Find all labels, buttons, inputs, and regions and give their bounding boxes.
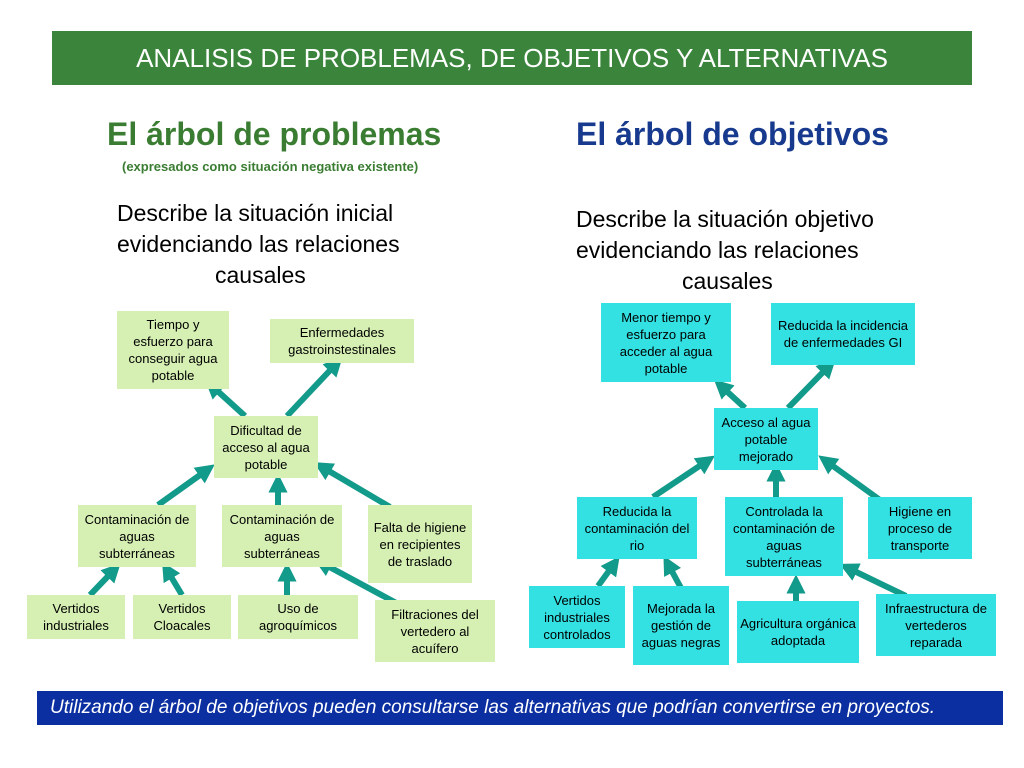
problem-box-vertidos-industriales: Vertidos industriales [27, 595, 125, 639]
arrow-vertidos-cloacales-to-contaminacion1 [167, 570, 182, 595]
problems-description-line-1: Describe la situación inicial [117, 200, 394, 226]
objectives-description-line-1: Describe la situación objetivo [576, 206, 874, 232]
problem-box-vertidos-cloacales: Vertidos Cloacales [133, 595, 231, 639]
problem-box-tiempo: Tiempo y esfuerzo para conseguir agua potable [117, 311, 229, 389]
objective-box-gestion: Mejorada la gestión de aguas negras [633, 586, 729, 665]
arrow-infraestructura-to-controlada [848, 568, 906, 596]
footer-banner [37, 691, 1003, 725]
arrow-dificultad-to-enfermedades [287, 364, 336, 416]
objective-box-agricultura: Agricultura orgánica adoptada [737, 601, 859, 663]
arrow-higiene-to-acceso [826, 461, 880, 500]
objectives-description-line-2: evidenciando las relaciones [576, 237, 859, 263]
problems-tree-title: El árbol de problemas [107, 116, 442, 152]
arrow-dificultad-to-tiempo [212, 386, 245, 416]
arrow-vertidos-controlados-to-reducida-contaminacion [598, 564, 614, 586]
problem-box-falta-higiene: Falta de higiene en recipientes de traslado [368, 505, 472, 583]
arrow-acceso-to-menor-tiempo [721, 386, 745, 408]
problem-box-agroquimicos: Uso de agroquímicos [238, 595, 358, 639]
arrow-acceso-to-reducida-incidencia [788, 366, 829, 408]
problems-tree-subtitle: (expresados como situación negativa existente) [122, 159, 419, 174]
footer-text: Utilizando el árbol de objetivos pueden consultarse las alternativas que podrían convertirse en proyectos. [50, 697, 936, 718]
arrow-falta-higiene-to-dificultad [322, 467, 390, 507]
objective-box-higiene: Higiene en proceso de transporte [868, 497, 972, 559]
objective-box-reducida-contaminacion: Reducida la contaminación del rio [577, 497, 697, 559]
problems-description-line-3: causales [215, 262, 306, 288]
problem-box-contaminacion-1: Contaminación de aguas subterráneas [78, 505, 196, 567]
problem-box-dificultad: Dificultad de acceso al agua potable [214, 416, 318, 478]
objectives-tree-title: El árbol de objetivos [576, 116, 889, 152]
arrow-gestion-to-reducida-contaminacion [668, 564, 681, 588]
problem-box-enfermedades: Enfermedades gastroinstestinales [270, 319, 414, 363]
objective-box-acceso: Acceso al agua potable mejorado [714, 408, 818, 470]
problem-box-contaminacion-2: Contaminación de aguas subterráneas [222, 505, 342, 567]
arrow-reducida-contaminacion-to-acceso [653, 461, 707, 497]
objective-box-infraestructura: Infraestructura de vertederos reparada [876, 594, 996, 656]
objectives-description-line-3: causales [682, 268, 773, 294]
arrow-vertidos-industriales-to-contaminacion1 [90, 570, 114, 595]
objective-box-menor-tiempo: Menor tiempo y esfuerzo para acceder al agua potable [601, 303, 731, 382]
objective-box-controlada: Controlada la contaminación de aguas subterráneas [725, 497, 843, 576]
objective-box-vertidos-controlados: Vertidos industriales controlados [529, 586, 625, 648]
arrow-contaminacion1-to-dificultad [158, 470, 207, 505]
objective-box-reducida-incidencia: Reducida la incidencia de enfermedades GI [771, 303, 915, 365]
problem-box-filtraciones: Filtraciones del vertedero al acuífero [375, 600, 495, 662]
problems-description-line-2: evidenciando las relaciones [117, 231, 400, 257]
header-title: ANALISIS DE PROBLEMAS, DE OBJETIVOS Y ALTERNATIVAS [136, 42, 888, 73]
